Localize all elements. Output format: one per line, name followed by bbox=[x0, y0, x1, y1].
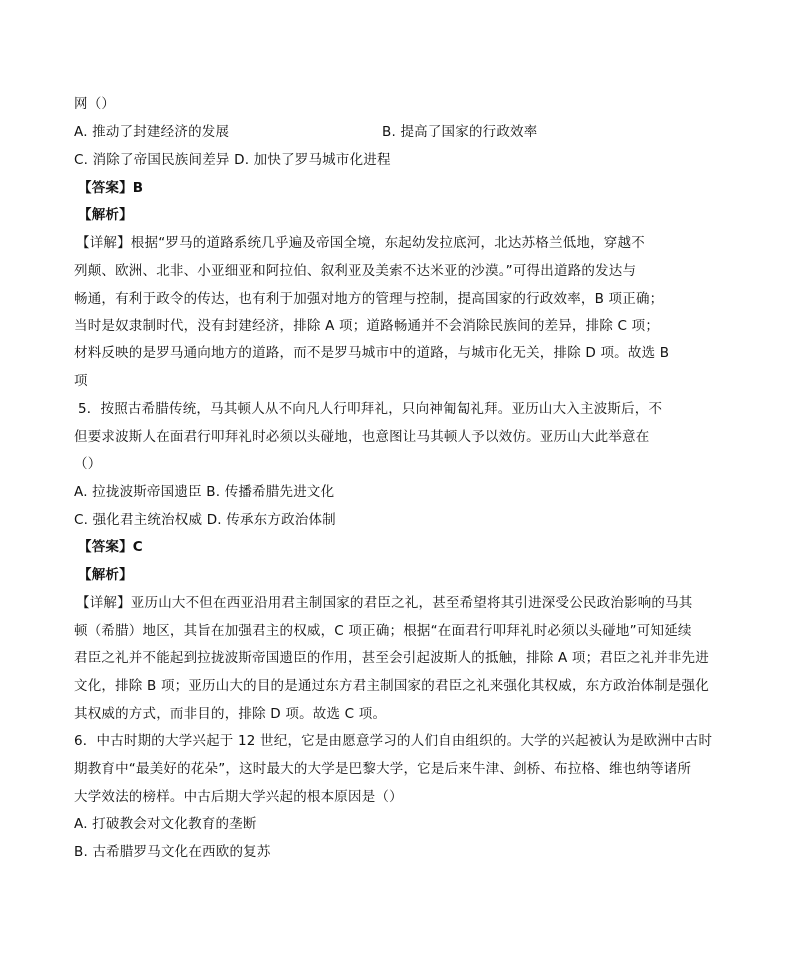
q5-analysis-line: 【详解】亚历山大不但在西亚沿用君主制国家的君臣之礼，甚至希望将其引进深受公民政治影响的马其 bbox=[76, 595, 693, 611]
q5-analysis-line: 顿（希腊）地区，其旨在加强君主的权威，C 项正确；根据“在面君行叩拜礼时必须以头碰地”可知延续 bbox=[74, 623, 692, 639]
q4-analysis-line: 【详解】根据“罗马的道路系统几乎遍及帝国全境，东起幼发拉底河，北达苏格兰低地，穿越不 bbox=[76, 235, 645, 251]
q6-stem-line: 6．中古时期的大学兴起于 12 世纪，它是由愿意学习的人们自由组织的。大学的兴起被认为是欧洲中古时 bbox=[74, 733, 713, 749]
q5-analysis-label: 【解析】 bbox=[78, 567, 133, 583]
q4-analysis-label: 【解析】 bbox=[78, 207, 133, 223]
q4-stem-tail: 网（） bbox=[74, 96, 116, 112]
q5-option-ab: A. 拉拢波斯帝国遗臣 B. 传播希腊先进文化 bbox=[74, 484, 335, 500]
q6-stem-line: 大学效法的榜样。中古后期大学兴起的根本原因是（） bbox=[74, 789, 403, 805]
q4-analysis-line: 畅通，有利于政令的传达，也有利于加强对地方的管理与控制，提高国家的行政效率，B 项正确； bbox=[74, 291, 664, 307]
q4-analysis-line: 项 bbox=[74, 373, 88, 389]
q5-analysis-line: 君臣之礼并不能起到拉拢波斯帝国遗臣的作用，甚至会引起波斯人的抵触，排除 A 项；君臣之礼并非先进 bbox=[74, 650, 709, 666]
q5-answer: 【答案】C bbox=[78, 539, 143, 555]
q5-stem-line: 但要求波斯人在面君行叩拜礼时必须以头碰地，也意图让马其顿人予以效仿。亚历山大此举意在 bbox=[74, 429, 650, 445]
q4-option-b: B. 提高了国家的行政效率 bbox=[382, 124, 538, 140]
q4-option-cd: C. 消除了帝国民族间差异 D. 加快了罗马城市化进程 bbox=[74, 152, 391, 168]
q4-analysis-line: 当时是奴隶制时代，没有封建经济，排除 A 项；道路畅通并不会消除民族间的差异，排除 C 项； bbox=[74, 318, 660, 334]
q5-analysis-line: 其权威的方式，而非目的，排除 D 项。故选 C 项。 bbox=[74, 706, 387, 722]
q4-analysis-line: 材料反映的是罗马通向地方的道路，而不是罗马城市中的道路，与城市化无关，排除 D 项。故选 B bbox=[74, 345, 670, 361]
q5-analysis-line: 文化，排除 B 项；亚历山大的目的是通过东方君主制国家的君臣之礼来强化其权威，东方政治体制是强化 bbox=[74, 678, 709, 694]
q6-option-a: A. 打破教会对文化教育的垄断 bbox=[74, 816, 257, 832]
q4-answer: 【答案】B bbox=[78, 180, 144, 196]
q4-analysis-line: 列颠、欧洲、北非、小亚细亚和阿拉伯、叙利亚及美索不达米亚的沙漠。”可得出道路的发达与 bbox=[74, 263, 637, 279]
q5-option-cd: C. 强化君主统治权威 D. 传承东方政治体制 bbox=[74, 512, 336, 528]
q6-option-b: B. 古希腊罗马文化在西欧的复苏 bbox=[74, 844, 271, 860]
q4-option-a: A. 推动了封建经济的发展 bbox=[74, 124, 230, 140]
q6-stem-line: 期教育中“最美好的花朵”，这时最大的大学是巴黎大学，它是后来牛津、剑桥、布拉格、维也纳等诸所 bbox=[74, 761, 692, 777]
q5-stem-line: 5．按照古希腊传统，马其顿人从不向凡人行叩拜礼，只向神匍匐礼拜。亚历山大入主波斯后，不 bbox=[78, 401, 663, 417]
q5-stem-line: （） bbox=[74, 456, 102, 472]
